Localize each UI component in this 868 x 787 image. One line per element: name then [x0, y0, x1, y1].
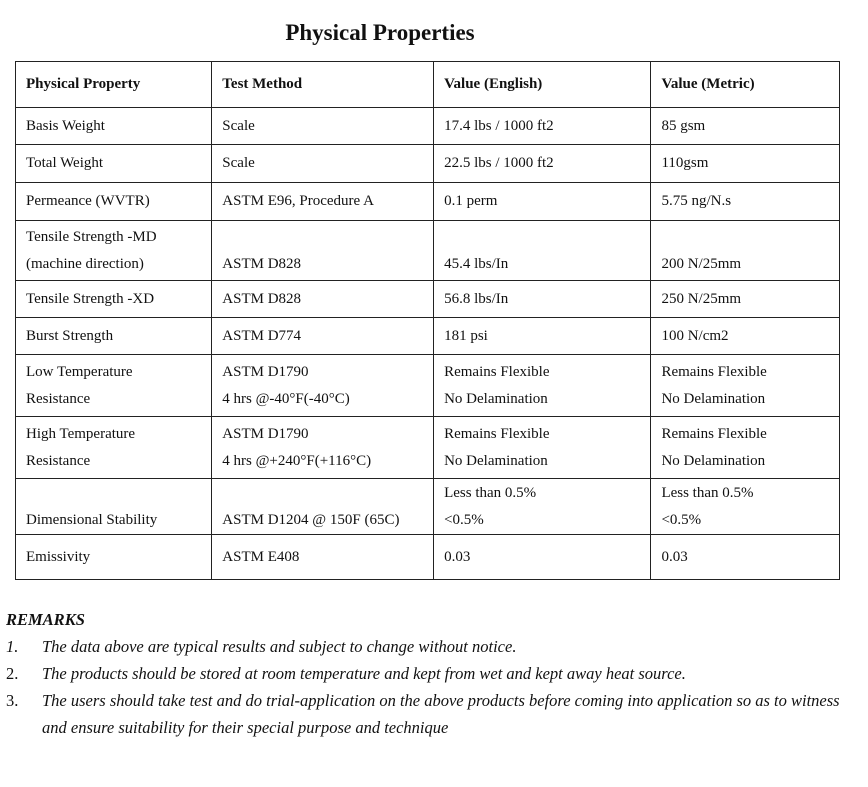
table-header-row	[16, 62, 840, 108]
table-cell-english	[434, 108, 651, 145]
cell-line: 56.8 lbs/In	[444, 290, 509, 307]
cell-line: High Temperature	[26, 425, 136, 442]
cell-line: ASTM D828	[222, 255, 302, 272]
remark-text: The users should take test and do trial-application on the above products before coming into application so as to witness and ensure suitability for their special purpose and technique	[42, 691, 840, 737]
cell-line: Resistance	[26, 452, 91, 469]
cell-line: Less than 0.5%	[444, 484, 537, 501]
cell-line: Permeance (WVTR)	[26, 193, 150, 209]
table-row	[16, 281, 840, 318]
table-cell-property	[16, 108, 212, 145]
table-cell-method	[212, 183, 434, 221]
cell-line	[444, 224, 640, 251]
table-cell-metric	[651, 355, 840, 417]
table-cell-method	[212, 417, 434, 479]
table-cell-property	[16, 535, 212, 580]
cell-line: Total Weight	[26, 155, 104, 171]
table-cell-english	[434, 221, 651, 281]
remark-item	[6, 687, 846, 741]
table-cell-english	[434, 281, 651, 318]
table-row	[16, 479, 840, 535]
remark-item	[6, 633, 846, 660]
cell-line: No Delamination	[661, 452, 766, 469]
table-cell-property	[16, 479, 212, 535]
table-cell-english	[434, 535, 651, 580]
cell-line: ASTM E408	[222, 548, 300, 565]
cell-line: 181 psi	[444, 327, 488, 344]
cell-line: Remains Flexible	[661, 425, 767, 442]
table-cell-method	[212, 479, 434, 535]
table-cell-metric	[651, 221, 840, 281]
table-cell-property	[16, 281, 212, 318]
remark-number: 1.	[6, 637, 19, 656]
cell-line: 100 N/cm2	[661, 327, 729, 344]
cell-line	[26, 480, 201, 507]
cell-line: Low Temperature	[26, 363, 133, 380]
table-row	[16, 183, 840, 221]
table-cell-property	[16, 417, 212, 479]
cell-line: 110gsm	[661, 155, 709, 171]
table-cell-metric	[651, 183, 840, 221]
table-cell-english	[434, 183, 651, 221]
table-row	[16, 318, 840, 355]
table-row	[16, 355, 840, 417]
cell-line: ASTM D1204 @ 150F (65C)	[222, 511, 400, 528]
table-row	[16, 108, 840, 145]
cell-line: 5.75 ng/N.s	[661, 193, 732, 209]
cell-line: Resistance	[26, 390, 91, 407]
cell-line: <0.5%	[661, 511, 702, 528]
cell-line: 22.5 lbs / 1000 ft2	[444, 155, 554, 171]
table-cell-property	[16, 183, 212, 221]
table-cell-english	[434, 355, 651, 417]
cell-line: ASTM D828	[222, 290, 302, 307]
table-cell-property	[16, 318, 212, 355]
cell-line: 4 hrs @-40°F(-40°C)	[222, 390, 350, 407]
cell-line: Emissivity	[26, 548, 91, 565]
table-cell-property	[16, 355, 212, 417]
cell-line: 45.4 lbs/In	[444, 255, 509, 272]
cell-line: Tensile Strength -MD	[26, 228, 157, 245]
cell-line: No Delamination	[444, 390, 548, 407]
cell-line: 0.03	[661, 548, 688, 565]
remarks-section	[6, 610, 846, 741]
cell-line: 17.4 lbs / 1000 ft2	[444, 117, 554, 134]
table-row	[16, 535, 840, 580]
cell-line: No Delamination	[444, 452, 548, 469]
cell-line: 200 N/25mm	[661, 255, 742, 272]
table-cell-method	[212, 221, 434, 281]
table-cell-metric	[651, 318, 840, 355]
table-cell-method	[212, 355, 434, 417]
column-header: Test Method	[212, 62, 434, 108]
table-cell-metric	[651, 479, 840, 535]
table-cell-english	[434, 479, 651, 535]
table-cell-method	[212, 318, 434, 355]
cell-line: Remains Flexible	[661, 363, 767, 380]
cell-line: 0.1 perm	[444, 193, 498, 209]
cell-line: Remains Flexible	[444, 363, 550, 380]
remarks-list	[6, 633, 846, 741]
cell-line: Scale	[222, 117, 255, 134]
cell-line: ASTM D1790	[222, 425, 309, 442]
table-cell-property	[16, 145, 212, 183]
table-cell-metric	[651, 417, 840, 479]
column-header: Value (English)	[434, 62, 651, 108]
table-cell-english	[434, 318, 651, 355]
cell-line: Tensile Strength -XD	[26, 290, 155, 307]
cell-line: (machine direction)	[26, 255, 144, 272]
table-row	[16, 145, 840, 183]
table-cell-metric	[651, 145, 840, 183]
remark-number: 3.	[6, 691, 19, 710]
page-title: Physical Properties	[285, 20, 475, 45]
remark-item	[6, 660, 846, 687]
cell-line: 4 hrs @+240°F(+116°C)	[222, 452, 372, 469]
cell-line: 0.03	[444, 548, 471, 565]
cell-line: 250 N/25mm	[661, 290, 742, 307]
table-cell-metric	[651, 108, 840, 145]
cell-line: Remains Flexible	[444, 425, 550, 442]
column-header: Value (Metric)	[651, 62, 840, 108]
cell-line: Scale	[222, 155, 255, 171]
cell-line	[661, 224, 829, 251]
cell-line: Dimensional Stability	[26, 511, 158, 528]
column-header: Physical Property	[16, 62, 212, 108]
remark-text: The data above are typical results and subject to change without notice.	[42, 637, 517, 656]
table-cell-english	[434, 417, 651, 479]
table-cell-method	[212, 535, 434, 580]
table-cell-english	[434, 145, 651, 183]
cell-line: 85 gsm	[661, 117, 706, 134]
table-cell-metric	[651, 281, 840, 318]
physical-properties-table	[15, 61, 840, 580]
cell-line: Basis Weight	[26, 117, 105, 134]
cell-line	[222, 480, 423, 507]
cell-line: <0.5%	[444, 511, 484, 528]
cell-line: ASTM E96, Procedure A	[222, 193, 374, 209]
table-cell-metric	[651, 535, 840, 580]
table-cell-property	[16, 221, 212, 281]
cell-line: ASTM D774	[222, 327, 302, 344]
table-cell-method	[212, 281, 434, 318]
table-cell-method	[212, 145, 434, 183]
table-cell-method	[212, 108, 434, 145]
cell-line: ASTM D1790	[222, 363, 309, 380]
table-row	[16, 221, 840, 281]
cell-line: Less than 0.5%	[661, 484, 754, 501]
cell-line: Burst Strength	[26, 327, 114, 344]
table-row	[16, 417, 840, 479]
remark-text: The products should be stored at room temperature and kept from wet and kept away heat source.	[42, 664, 686, 683]
cell-line	[222, 224, 423, 251]
remarks-heading: REMARKS	[6, 610, 85, 629]
remark-number: 2.	[6, 664, 19, 683]
cell-line: No Delamination	[661, 390, 766, 407]
